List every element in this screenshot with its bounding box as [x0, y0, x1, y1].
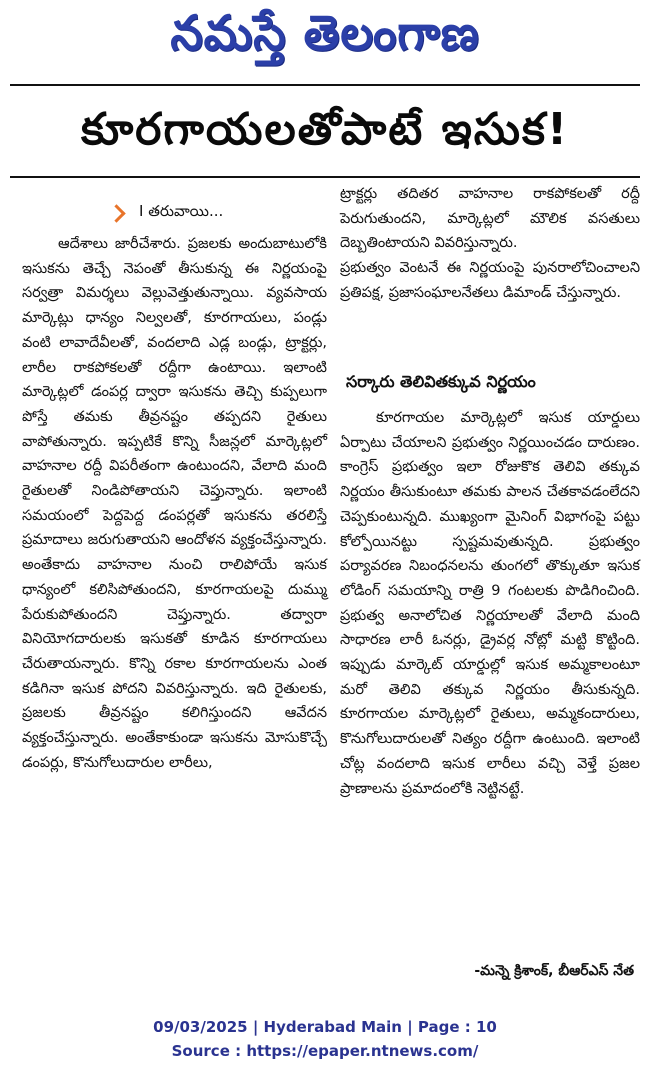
article-paragraph: ట్రాక్టర్లు తదితర వాహనాల రాకపోకలతో రద్దీ పెరుగుతుందని, మార్కెట్లలో మౌలిక వసతులు దెబ్బతింటాయని వివరిస్తున్నారు.: [340, 186, 640, 252]
continued-label: I తరువాయి...: [139, 202, 224, 220]
byline: -మన్నె క్రిశాంక్, బీఆర్‌ఎస్ నేత: [474, 963, 634, 979]
top-divider: [10, 84, 640, 86]
article-paragraph: ప్రభుత్వం వెంటనే ఈ నిర్ణయంపై పునరాలోచించాలని ప్రతిపక్ష, ప్రజాసంఘాలనేతలు డిమాండ్ చేస్తున్నారు.: [340, 260, 640, 301]
article-column-2: [340, 182, 640, 306]
chevron-right-icon: [107, 204, 125, 222]
masthead-title: నమస్తే తెలంగాణ: [170, 4, 480, 62]
continued-marker: [110, 200, 223, 226]
article-column-1: [22, 232, 327, 775]
subheading: సర్కారు తెలివితక్కువ నిర్ణయం: [346, 372, 536, 391]
article-paragraph: ఆదేశాలు జారీచేశారు. ప్రజలకు అందుబాటులోకి ఇసుకను తెచ్చే నెపంతో తీసుకున్న ఈ నిర్ణయంపై సర్వత్రా విమర్శలు వెల్లువెత్తుతున్నాయి. వ్యవసాయ మార్కెట్లు ధాన్యం నిల్వలతో, కూరగాయలు, పండ్లు వంటి లావాదేవీలతో, వందలాది ఎడ్ల బండ్లు, ట్రాక్టర్లు, లారీల రాకపోకలతో రద్దీగా ఉంటాయి. ఇలాంటి మార్కెట్లలో డంపర్ల ద్వారా ఇసుకను తెచ్చి కుప్పలుగా పోస్తే తమకు తీవ్రనష్టం తప్పదని రైతులు వాపోతున్నారు. ఇప్పటికే కొన్ని సీజన్లలో మార్కెట్లలో వాహనాల రద్దీ విపరీతంగా ఉంటుందని, వేలాది మంది రైతులతో నిండిపోతాయని చెప్తున్నారు. ఇలాంటి సమయంలో పెద్దపెద్ద డంపర్లతో ఇసుకను తరలిస్తే ప్రమాదాలు జరుగుతాయని ఆందోళన వ్యక్తంచేస్తున్నారు. అంతేకాదు వాహనాల నుంచి రాలిపోయే ఇసుక ధాన్యంలో కలిసిపోతుందని, కూరగాయలపై దుమ్ము పేరుకుపోతుందని చెప్తున్నారు. తద్వారా వినియోగదారులకు ఇసుకతో కూడిన కూరగాయలు చేరుతాయన్నారు. కొన్ని రకాల కూరగాయలను ఎంత కడిగినా ఇసుక పోదని వివరిస్తున్నారు. ఇది రైతులకు, ప్రజలకు తీవ్రనష్టం కలిగిస్తుందని ఆవేదన వ్యక్తంచేస్తున్నారు. అంతేకాకుండా ఇసుకను మోసుకొచ్చే డంపర్లు, కొనుగోలుదారుల లారీలు,: [22, 236, 327, 771]
article-column-2-lower: [340, 406, 640, 801]
headline: కూరగాయలతోపాటే ఇసుక!: [80, 104, 570, 155]
footer-date-edition: 09/03/2025 | Hyderabad Main | Page : 10: [153, 1018, 497, 1036]
article-paragraph: కూరగాయల మార్కెట్లలో ఇసుక యార్డులు ఏర్పాటు చేయాలని ప్రభుత్వం నిర్ణయించడం దారుణం. కాంగ్రెస్ ప్రభుత్వం ఇలా రోజుకొక తెలివి తక్కువ నిర్ణయం తీసుకుంటూ తమకు పాలన చేతకావడంలేదని చెప్పకుంటున్నది. ముఖ్యంగా మైనింగ్ విభాగంపై పట్టు కోల్పోయినట్టు స్పష్టమవుతున్నది. ప్రభుత్వం పర్యావరణ నిబంధనలను తుంగలో తొక్కుతూ ఇసుక లోడింగ్ సమయాన్ని రాత్రి 9 గంటలకు పొడిగించింది. ప్రభుత్వ అనాలోచిత నిర్ణయాలతో వేలాది మంది సాధారణ లారీ ఓనర్లు, డ్రైవర్ల నోట్లో మట్టి కొట్టింది. ఇప్పుడు మార్కెట్ యార్డుల్లో ఇసుక అమ్మకాలంటూ మరో తెలివి తక్కువ నిర్ణయం తీసుకున్నది. కూరగాయల మార్కెట్లలో రైతులు, అమ్మకందారులు, కొనుగోలుదారులతో నిత్యం రద్దీగా ఉంటుంది. ఇలాంటి చోట్ల వందలాది ఇసుక లారీలు వచ్చి వెళ్తే ప్రజల ప్రాణాలను ప్రమాదంలోకి నెట్టినట్టే.: [340, 410, 640, 797]
footer-source: Source : https://epaper.ntnews.com/: [171, 1042, 479, 1060]
headline-divider: [10, 176, 640, 178]
masthead: [0, 0, 650, 72]
